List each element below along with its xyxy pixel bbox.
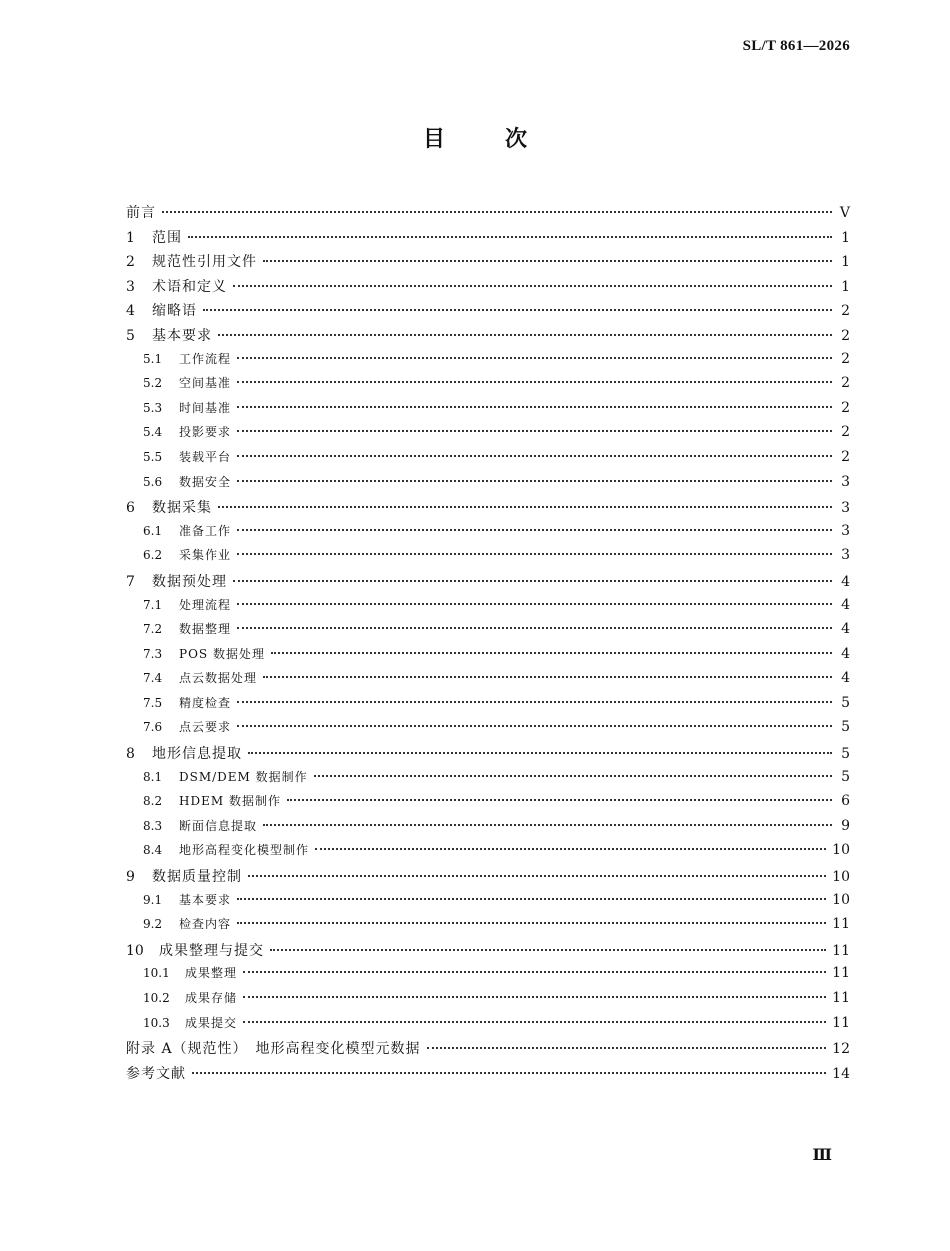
toc-entry-title: 地形信息提取 (152, 746, 242, 763)
toc-entry-page: 9 (841, 817, 850, 834)
toc-entry-title: 成果存储 (185, 991, 238, 1005)
toc-entry-page: 6 (841, 793, 850, 810)
toc-entry-number: 7.5 (143, 695, 163, 710)
toc-entry-label (126, 817, 257, 834)
toc-entry[interactable] (126, 866, 850, 891)
toc-entry-title: 成果整理 (185, 966, 238, 981)
toc-entry-label (126, 669, 257, 686)
toc-entry-number: 8.4 (143, 843, 163, 858)
toc-leader-dots (237, 480, 832, 482)
toc-entry[interactable] (126, 1063, 850, 1088)
toc-entry-title: 数据安全 (179, 474, 232, 489)
title-char-2: 次 (505, 127, 528, 152)
toc-entry-page: 10 (832, 869, 850, 886)
toc-entry-label (126, 694, 231, 711)
toc-entry-page: 11 (832, 965, 850, 982)
toc-entry-page: 4 (841, 621, 850, 638)
toc-entry[interactable] (126, 596, 850, 621)
toc-entry-page: 5 (841, 768, 850, 785)
toc-entry-page: 10 (832, 842, 850, 859)
toc-entry-label (126, 399, 231, 416)
toc-leader-dots (192, 1072, 826, 1074)
toc-entry-label (126, 276, 227, 296)
toc-entry-title: 附录 A（规范性） 地形高程变化模型元数据 (126, 1041, 421, 1058)
toc-entry-label (126, 522, 231, 539)
toc-entry-label (126, 448, 231, 465)
title-char-1: 目 (422, 127, 445, 152)
toc-entry-label (126, 768, 308, 785)
toc-entry-page: 1 (841, 254, 850, 271)
toc-leader-dots (237, 430, 832, 432)
toc-leader-dots (203, 309, 832, 311)
toc-entry-page: 12 (832, 1041, 850, 1058)
toc-entry[interactable] (126, 473, 850, 498)
toc-leader-dots (427, 1047, 827, 1049)
toc-entry-page: 2 (841, 327, 850, 344)
toc-entry[interactable] (126, 202, 850, 227)
toc-entry-page: 11 (832, 942, 850, 959)
toc-leader-dots (237, 922, 826, 924)
toc-entry-title: 时间基准 (179, 400, 232, 415)
toc-entry-page: 2 (841, 303, 850, 320)
toc-entry-page: 5 (841, 719, 850, 736)
toc-entry-title: 检查内容 (179, 917, 232, 932)
toc-entry[interactable] (126, 1014, 850, 1039)
toc-entry-label (126, 374, 231, 391)
toc-entry-page: 3 (841, 500, 850, 517)
toc-entry-page: 1 (841, 278, 850, 295)
toc-entry-page: 2 (841, 375, 850, 392)
toc-entry-label (126, 325, 212, 345)
toc-entry-number: 8.2 (143, 794, 163, 809)
toc-entry[interactable] (126, 227, 850, 252)
toc-entry-title: HDEM 数据制作 (179, 794, 281, 809)
toc-entry-page: 11 (832, 990, 850, 1006)
toc-leader-dots (188, 236, 832, 238)
toc-leader-dots (315, 848, 826, 850)
toc-entry[interactable] (126, 448, 850, 473)
toc-entry-number: 8 (126, 746, 135, 763)
toc-entry-title: 范围 (152, 229, 182, 246)
toc-entry-title: 精度检查 (179, 695, 232, 710)
toc-entry-title: 空间基准 (179, 376, 232, 391)
toc-entry[interactable] (126, 669, 850, 694)
toc-entry-title: 工作流程 (179, 351, 232, 366)
toc-leader-dots (243, 971, 826, 973)
toc-entry-title: 数据整理 (179, 622, 232, 637)
toc-entry-label (126, 300, 197, 320)
toc-entry-title: 点云数据处理 (179, 671, 258, 686)
toc-entry-title: 断面信息提取 (179, 818, 258, 833)
toc-entry-title: DSM/DEM 数据制作 (179, 769, 308, 784)
toc-entry-number: 5.5 (143, 449, 163, 464)
toc-entry-title: 地形高程变化模型制作 (179, 843, 310, 858)
toc-entry-number: 4 (126, 303, 135, 320)
toc-entry-label (126, 1014, 237, 1031)
toc-entry[interactable] (126, 743, 850, 768)
toc-entry-number: 7 (126, 573, 135, 590)
toc-entry[interactable] (126, 1038, 850, 1063)
toc-entry[interactable] (126, 841, 850, 866)
toc-entry-number: 8.3 (143, 818, 163, 833)
toc-leader-dots (287, 799, 832, 801)
toc-entry-label (126, 915, 231, 932)
toc-entry-number: 6.1 (143, 523, 163, 538)
toc-entry-page: 2 (841, 448, 850, 465)
toc-entry-title: 点云要求 (179, 720, 232, 735)
toc-entry-title: 参考文献 (126, 1065, 186, 1082)
toc-leader-dots (237, 701, 832, 703)
toc-entry-label (126, 964, 237, 981)
toc-entry[interactable] (126, 374, 850, 399)
toc-entry-label (126, 866, 242, 886)
toc-entry-number: 9 (126, 869, 135, 886)
toc-leader-dots (271, 652, 832, 654)
toc-entry-title: 基本要求 (179, 892, 232, 907)
toc-entry-page: 10 (832, 891, 850, 908)
toc-leader-dots (270, 949, 826, 951)
toc-entry-page: 4 (841, 645, 850, 662)
toc-entry-title: 规范性引用文件 (152, 254, 257, 271)
toc-entry-number: 7.2 (143, 622, 163, 637)
toc-entry-title: 处理流程 (179, 597, 232, 612)
toc-entry-title: 成果整理与提交 (159, 942, 264, 959)
toc-leader-dots (162, 211, 832, 213)
toc-entry-page: 1 (841, 229, 850, 246)
toc-entry-number: 6 (126, 500, 135, 517)
toc-entry-number: 5.6 (143, 474, 163, 489)
toc-entry-label (126, 1063, 186, 1083)
toc-entry-label (126, 620, 231, 637)
toc-entry-label (126, 423, 231, 440)
toc-leader-dots (233, 285, 832, 287)
toc-entry-title: 数据采集 (152, 500, 212, 517)
toc-entry[interactable] (126, 300, 850, 325)
toc-entry-label (126, 891, 231, 908)
toc-entry[interactable] (126, 792, 850, 817)
toc-leader-dots (248, 875, 826, 877)
toc-entry-label (126, 841, 309, 858)
toc-leader-dots (237, 357, 832, 359)
toc-entry-label (126, 645, 265, 662)
toc-entry-number: 5.2 (143, 376, 163, 391)
toc-entry-page: 2 (841, 399, 850, 416)
toc-entry-label (126, 202, 156, 222)
page-title (0, 122, 950, 153)
toc-entry-number: 5.4 (143, 425, 163, 440)
toc-entry[interactable] (126, 325, 850, 350)
toc-entry[interactable] (126, 694, 850, 719)
toc-entry[interactable] (126, 546, 850, 571)
toc-leader-dots (243, 996, 826, 998)
toc-entry[interactable] (126, 817, 850, 842)
toc-entry-number: 10.1 (143, 966, 170, 981)
toc-entry-label (126, 251, 257, 271)
toc-entry-page: 3 (841, 547, 850, 564)
toc-entry-label (126, 989, 237, 1006)
toc-entry-title: 成果提交 (185, 1015, 238, 1030)
toc-entry-label (126, 227, 182, 247)
toc-entry-number: 5.1 (143, 351, 163, 366)
toc-leader-dots (237, 603, 832, 605)
toc-entry-title: 前言 (126, 205, 156, 221)
toc-leader-dots (233, 580, 832, 582)
toc-entry[interactable] (126, 571, 850, 596)
toc-entry[interactable] (126, 645, 850, 670)
toc-entry-label (126, 571, 227, 591)
toc-entry-title: 术语和定义 (152, 278, 227, 295)
toc-entry-title: POS 数据处理 (179, 646, 265, 661)
toc-leader-dots (237, 529, 832, 531)
toc-entry[interactable] (126, 891, 850, 916)
toc-entry-number: 10 (126, 942, 144, 959)
toc-leader-dots (248, 752, 832, 754)
toc-entry-title: 数据预处理 (152, 573, 227, 590)
toc-entry-label (126, 792, 281, 809)
toc-entry-number: 7.4 (143, 671, 163, 686)
toc-entry-page: 11 (832, 916, 850, 933)
toc-entry-title: 准备工作 (179, 523, 232, 538)
toc-entry-number: 10.3 (143, 1015, 170, 1030)
toc-leader-dots (314, 775, 832, 777)
toc-entry[interactable] (126, 350, 850, 375)
toc-entry[interactable] (126, 915, 850, 940)
toc-entry-number: 7.1 (143, 597, 163, 612)
toc-entry-number: 2 (126, 254, 135, 271)
toc-entry-page: 4 (841, 596, 850, 613)
toc-entry-label (126, 940, 264, 960)
toc-leader-dots (218, 334, 832, 336)
toc-entry[interactable] (126, 768, 850, 793)
toc-entry-title: 缩略语 (152, 303, 197, 320)
toc-entry[interactable] (126, 423, 850, 448)
toc-entry-number: 6.2 (143, 548, 163, 563)
toc-entry-page: 3 (841, 473, 850, 490)
toc-leader-dots (237, 381, 832, 383)
toc-entry-label (126, 546, 231, 563)
toc-entry-label (126, 473, 231, 490)
page-number: Ⅲ (812, 1145, 832, 1164)
toc-entry-number: 7.3 (143, 646, 163, 661)
toc-entry-number: 7.6 (143, 720, 163, 735)
toc-entry-number: 3 (126, 278, 135, 295)
toc-entry[interactable] (126, 964, 850, 989)
toc-entry-title: 装载平台 (179, 449, 232, 464)
toc-entry-number: 5 (126, 327, 135, 344)
toc-entry-page: 2 (841, 350, 850, 367)
toc-entry-number: 8.1 (143, 769, 163, 784)
toc-leader-dots (263, 260, 832, 262)
toc-entry-title: 采集作业 (179, 548, 232, 563)
toc-entry-page: 3 (841, 522, 850, 539)
toc-entry[interactable] (126, 522, 850, 547)
toc-leader-dots (237, 553, 832, 555)
toc-entry[interactable] (126, 718, 850, 743)
toc-entry-page: 2 (841, 424, 850, 441)
toc-entry-label (126, 743, 242, 763)
toc-entry-number: 1 (126, 229, 135, 246)
toc-entry-title: 数据质量控制 (152, 869, 242, 886)
toc-entry-page: 4 (841, 670, 850, 687)
toc-leader-dots (218, 506, 832, 508)
toc-entry-title: 投影要求 (179, 425, 232, 440)
toc-entry-label (126, 718, 231, 735)
toc-entry-label (126, 596, 231, 613)
toc-entry-page: 4 (841, 573, 850, 590)
toc-entry-page: 14 (832, 1065, 850, 1082)
toc-entry[interactable] (126, 497, 850, 522)
toc-entry-page: 5 (841, 746, 850, 763)
toc-entry[interactable] (126, 399, 850, 424)
toc-entry-label (126, 497, 212, 517)
toc-leader-dots (237, 455, 832, 457)
toc-entry[interactable] (126, 989, 850, 1014)
toc-entry-number: 9.1 (143, 892, 163, 907)
toc-entry-title: 基本要求 (152, 327, 212, 344)
toc-entry-number: 10.2 (143, 991, 170, 1005)
toc-entry-number: 5.3 (143, 400, 163, 415)
toc-entry[interactable] (126, 251, 850, 276)
toc-entry-page: 5 (841, 694, 850, 711)
toc-leader-dots (263, 676, 832, 678)
toc-leader-dots (237, 725, 832, 727)
toc-leader-dots (243, 1021, 826, 1023)
toc-leader-dots (237, 898, 826, 900)
toc-entry-number: 9.2 (143, 917, 163, 932)
toc-entry-page: 11 (832, 1014, 850, 1031)
toc-entry[interactable] (126, 940, 850, 965)
toc-entry-label (126, 1038, 421, 1058)
toc-leader-dots (237, 627, 832, 629)
table-of-contents (126, 202, 850, 1087)
toc-entry-label (126, 350, 231, 367)
toc-leader-dots (237, 406, 832, 408)
toc-leader-dots (263, 824, 832, 826)
toc-entry[interactable] (126, 620, 850, 645)
toc-entry-page: V (839, 205, 850, 221)
standard-code: SL/T 861—2026 (742, 38, 850, 54)
toc-entry[interactable] (126, 276, 850, 301)
